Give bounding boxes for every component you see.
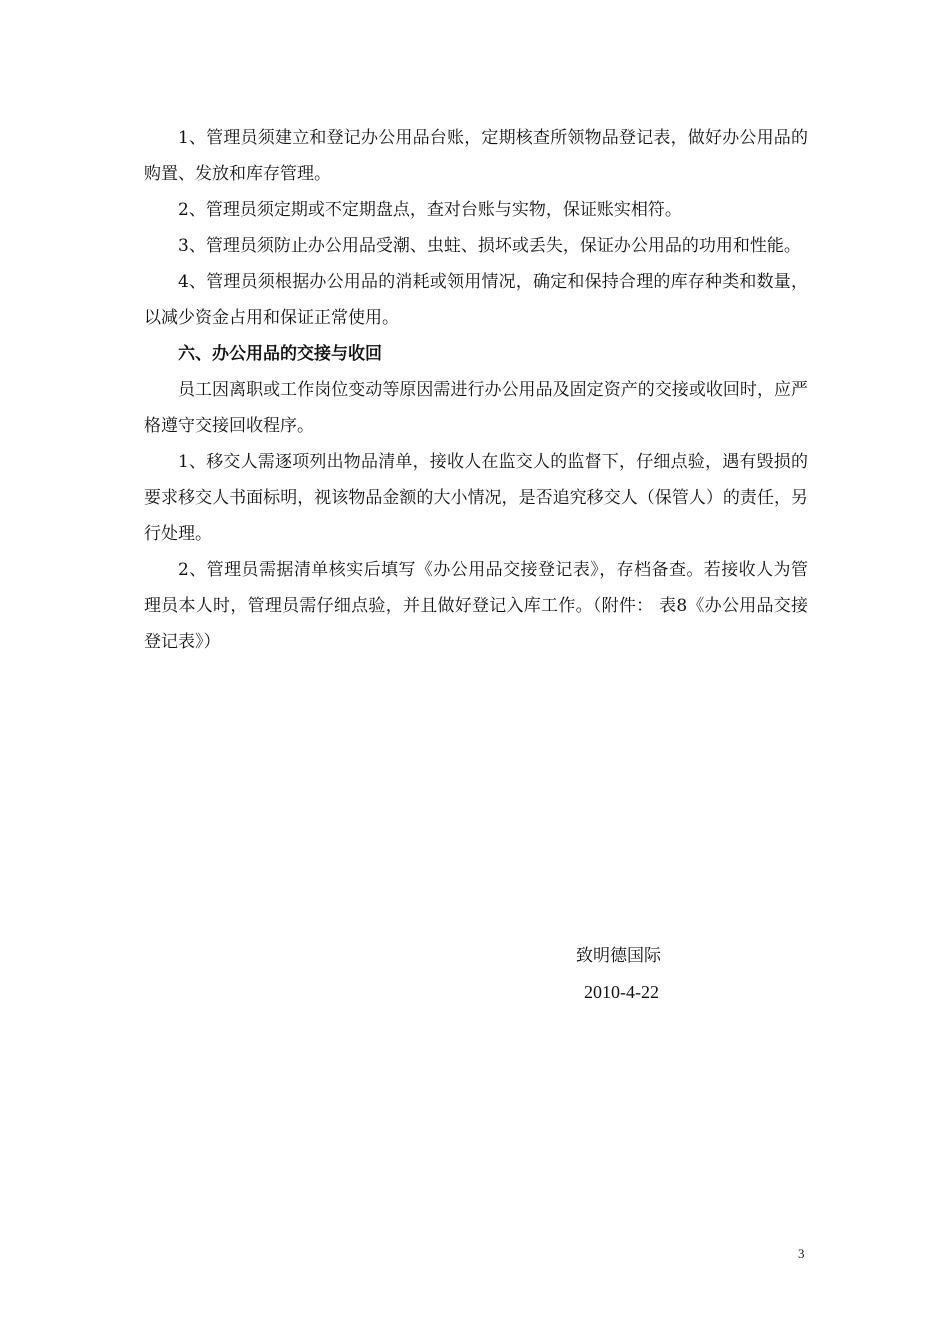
paragraph-stock-levels: 4、管理员须根据办公用品的消耗或领用情况，确定和保持合理的库存种类和数量，以减少资金占用和保证正常使用。 xyxy=(144,272,808,328)
signature-block xyxy=(576,938,661,1010)
signature-date: 2010-4-22 xyxy=(584,982,659,1002)
paragraph-handover-intro: 员工因离职或工作岗位变动等原因需进行办公用品及固定资产的交接或收回时，应严格遵守交接回收程序。 xyxy=(144,380,808,436)
paragraph-manager-ledger: 1、管理员须建立和登记办公用品台账，定期核查所领物品登记表，做好办公用品的购置、发放和库存管理。 xyxy=(144,128,808,184)
page-number: 3 xyxy=(798,1246,805,1261)
paragraph-prevent-damage: 3、管理员须防止办公用品受潮、虫蛀、损坏或丢失，保证办公用品的功用和性能。 xyxy=(178,236,801,256)
document-body xyxy=(144,120,808,660)
paragraph-handover-list: 1、移交人需逐项列出物品清单，接收人在监交人的监督下，仔细点验，遇有毁损的要求移交人书面标明，视该物品金额的大小情况，是否追究移交人（保管人）的责任，另行处理。 xyxy=(144,452,808,544)
paragraph-handover-register: 2、管理员需据清单核实后填写《办公用品交接登记表》，存档备查。若接收人为管理员本人时，管理员需仔细点验，并且做好登记入库工作。（附件： 表8《办公用品交接登记表》） xyxy=(144,560,808,652)
paragraph-inventory-check: 2、管理员须定期或不定期盘点，查对台账与实物，保证账实相符。 xyxy=(178,200,682,220)
signature-organization: 致明德国际 xyxy=(576,946,661,966)
section-heading-handover: 六、办公用品的交接与收回 xyxy=(178,344,382,364)
